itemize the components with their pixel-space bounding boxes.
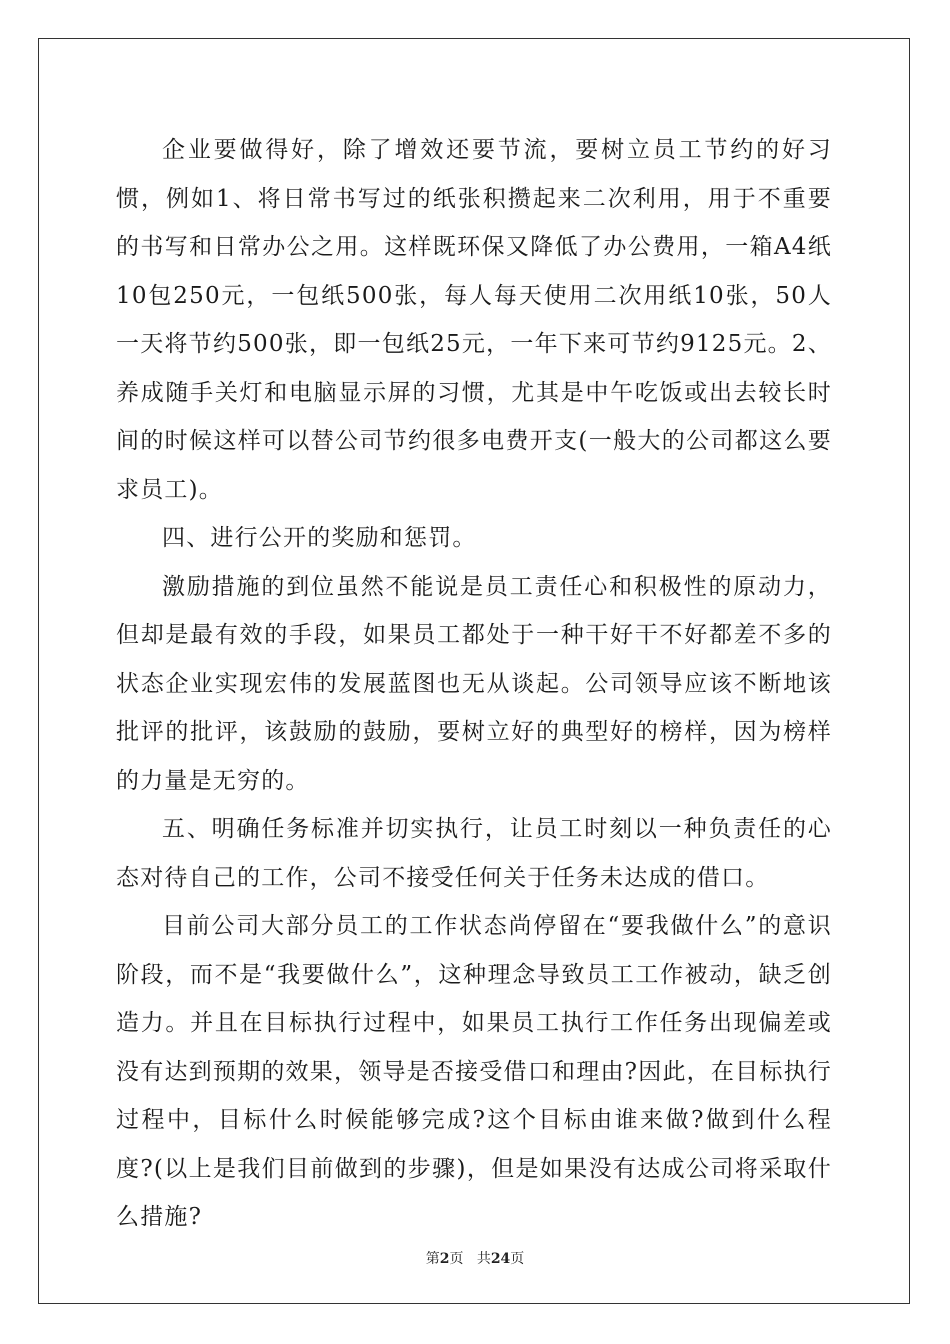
total-prefix: 共	[476, 1251, 491, 1267]
paragraph-4: 五、明确任务标准并切实执行，让员工时刻以一种负责任的心态对待自己的工作，公司不接受任何关于任务未达成的借口。	[116, 816, 832, 891]
paragraph-3: 激励措施的到位虽然不能说是员工责任心和积极性的原动力，但却是最有效的手段，如果员工都处于一种干好干不好都差不多的状态企业实现宏伟的发展蓝图也无从谈起。公司领导应该不断地该批评的批评，该鼓励的鼓励，要树立好的典型好的榜样，因为榜样的力量是无穷的。	[116, 573, 832, 794]
paragraph-1: 企业要做得好，除了增效还要节流，要树立员工节约的好习惯，例如1、将日常书写过的纸张积攒起来二次利用，用于不重要的书写和日常办公之用。这样既环保又降低了办公费用，一箱A4纸10包250元，一包纸500张，每人每天使用二次用纸10张，50人一天将节约500张，即一包纸25元，一年下来可节约9125元。2、养成随手关灯和电脑显示屏的习惯，尤其是中午吃饭或出去较长时间的时候这样可以替公司节约很多电费开支(一般大的公司都这么要求员工)。	[116, 137, 832, 503]
paragraph-2: 四、进行公开的奖励和惩罚。	[162, 525, 477, 551]
paragraph-5: 目前公司大部分员工的工作状态尚停留在“要我做什么”的意识阶段，而不是“我要做什么”，这种理念导致员工工作被动，缺乏创造力。并且在目标执行过程中，如果员工执行工作任务出现偏差或没有达到预期的效果，领导是否接受借口和理由?因此，在目标执行过程中，目标什么时候能够完成?这个目标由谁来做?做到什么程度?(以上是我们目前做到的步骤)，但是如果没有达成公司将采取什么措施?	[116, 913, 832, 1230]
page-number: 2	[439, 1251, 450, 1267]
page-footer	[0, 1248, 950, 1268]
page-prefix: 第	[425, 1251, 440, 1267]
total-pages: 24	[490, 1251, 511, 1267]
total-suffix: 页	[510, 1251, 525, 1267]
page-suffix: 页	[449, 1251, 464, 1267]
document-body	[116, 126, 832, 1242]
